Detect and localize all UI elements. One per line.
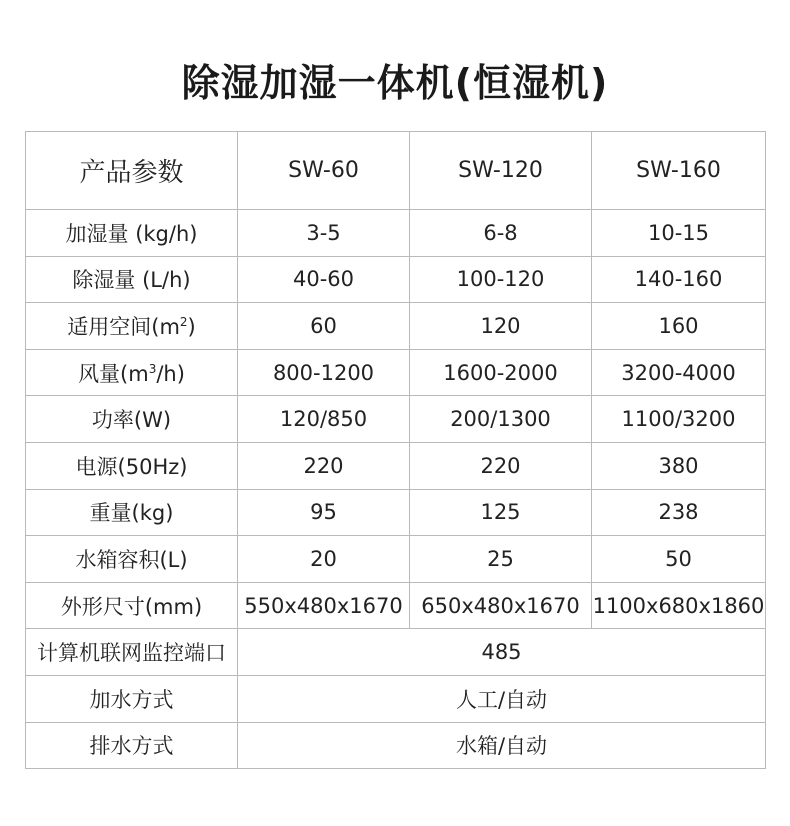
row-label-tail: /h) (156, 361, 185, 386)
row-label (26, 349, 238, 396)
row-label-main: 风量(m (78, 361, 149, 386)
row-value: 650x480x1670 (410, 582, 592, 629)
table-row (26, 582, 766, 629)
page-title: 除湿加湿一体机(恒湿机) (181, 61, 609, 105)
row-value: 95 (238, 489, 410, 536)
row-label: 排水方式 (26, 722, 238, 769)
row-label: 重量(kg) (26, 489, 238, 536)
row-value: 100-120 (410, 256, 592, 303)
row-label-superscript: 2 (179, 314, 188, 329)
row-value: 800-1200 (238, 349, 410, 396)
row-label: 加水方式 (26, 675, 238, 722)
row-value: 160 (592, 303, 766, 350)
table-row (26, 722, 766, 769)
table-row (26, 489, 766, 536)
row-label: 外形尺寸(mm) (26, 582, 238, 629)
row-value: 50 (592, 536, 766, 583)
row-value: 10-15 (592, 210, 766, 257)
row-value: 60 (238, 303, 410, 350)
row-value: 140-160 (592, 256, 766, 303)
row-merged-value: 人工/自动 (238, 675, 766, 722)
row-value: 200/1300 (410, 396, 592, 443)
row-label: 水箱容积(L) (26, 536, 238, 583)
row-value: 1600-2000 (410, 349, 592, 396)
table-row (26, 396, 766, 443)
row-value: 3-5 (238, 210, 410, 257)
table-row (26, 442, 766, 489)
row-label-main: 适用空间(m (67, 314, 180, 339)
row-merged-value: 485 (238, 629, 766, 676)
row-value: 25 (410, 536, 592, 583)
table-row (26, 675, 766, 722)
row-label-tail: ) (187, 314, 196, 339)
row-label: 加湿量 (kg/h) (26, 210, 238, 257)
header-model: SW-60 (238, 132, 410, 210)
table-row (26, 303, 766, 350)
row-label: 电源(50Hz) (26, 442, 238, 489)
row-value: 220 (238, 442, 410, 489)
header-model: SW-120 (410, 132, 592, 210)
table-header-row (26, 132, 766, 210)
table-row (26, 629, 766, 676)
row-value: 220 (410, 442, 592, 489)
row-value: 125 (410, 489, 592, 536)
table-row (26, 256, 766, 303)
row-value: 1100x680x1860 (592, 582, 766, 629)
row-value: 20 (238, 536, 410, 583)
row-value: 238 (592, 489, 766, 536)
header-model: SW-160 (592, 132, 766, 210)
table-row (26, 210, 766, 257)
row-value: 120/850 (238, 396, 410, 443)
row-label (26, 303, 238, 350)
row-merged-value: 水箱/自动 (238, 722, 766, 769)
row-value: 380 (592, 442, 766, 489)
row-value: 3200-4000 (592, 349, 766, 396)
row-label-superscript: 3 (148, 361, 157, 376)
row-value: 40-60 (238, 256, 410, 303)
row-label: 除湿量 (L/h) (26, 256, 238, 303)
table-row (26, 536, 766, 583)
spec-table (25, 131, 766, 769)
row-label: 计算机联网监控端口 (26, 629, 238, 676)
row-value: 550x480x1670 (238, 582, 410, 629)
table-row (26, 349, 766, 396)
row-value: 6-8 (410, 210, 592, 257)
row-value: 120 (410, 303, 592, 350)
header-label: 产品参数 (26, 132, 238, 210)
row-value: 1100/3200 (592, 396, 766, 443)
row-label: 功率(W) (26, 396, 238, 443)
